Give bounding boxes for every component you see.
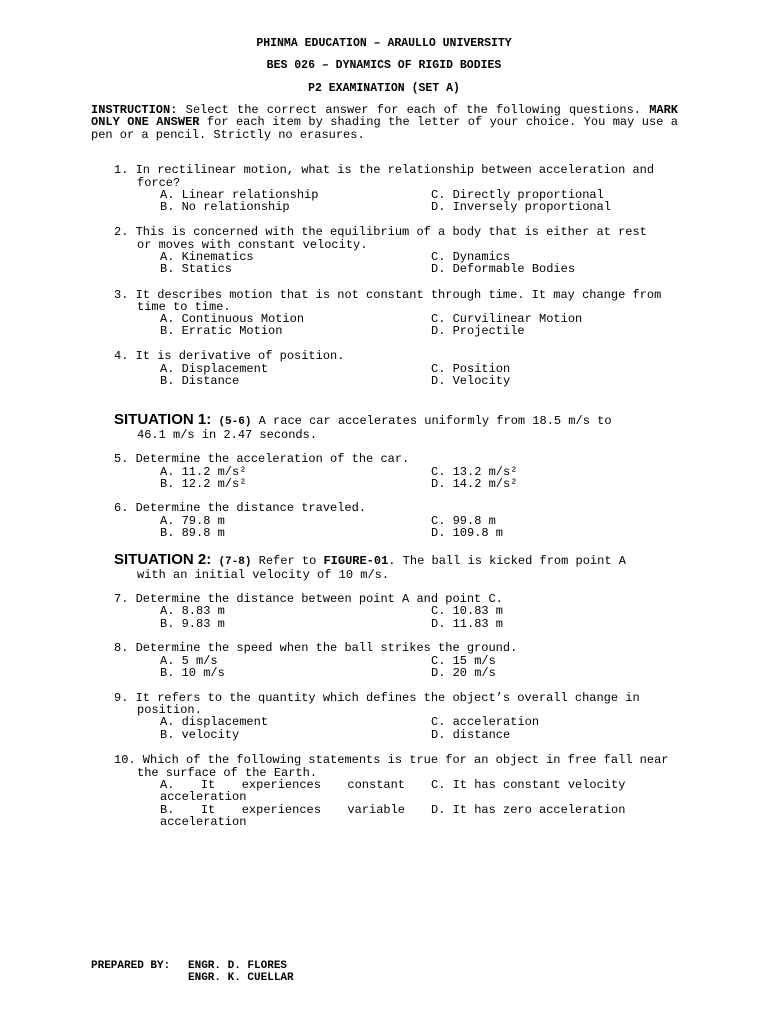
figure-reference: FIGURE-01: [323, 554, 389, 568]
exam-title: P2 EXAMINATION (SET A): [308, 82, 460, 95]
question-6-line-1: 6. Determine the distance traveled.: [114, 501, 367, 515]
instruction-text-2: for each item by shading the letter of your choice. You may use a pen or a pencil. Strictly no erasures.: [91, 115, 678, 142]
question-3-line-2: time to time.: [137, 300, 231, 314]
question-4-line-1: 4. It is derivative of position.: [114, 349, 345, 363]
question-9-choice-d: D. distance: [431, 728, 511, 742]
instruction-label: INSTRUCTION:: [91, 103, 178, 117]
prepared-by-label: PREPARED BY:: [91, 960, 171, 972]
question-2-choice-d: D. Deformable Bodies: [431, 262, 576, 276]
question-9-choice-a: A. displacement: [160, 715, 269, 729]
question-6-choice-a: A. 79.8 m: [160, 514, 225, 528]
situation-2-heading: SITUATION 2:: [114, 551, 212, 568]
question-2-choice-a: A. Kinematics: [160, 250, 254, 264]
instruction-emphasis: MARK ONLY ONE ANSWER: [91, 103, 678, 130]
question-10-line-1: 10. Which of the following statements is true for an object in free fall near: [114, 753, 669, 767]
question-2-choice-c: C. Dynamics: [431, 250, 511, 264]
question-10-choice-d: D. It has zero acceleration: [431, 803, 626, 817]
situation-1-heading: SITUATION 1:: [114, 411, 212, 428]
question-1-choice-c: C. Directly proportional: [431, 188, 604, 202]
question-4-choice-b: B. Distance: [160, 374, 240, 388]
question-1-choice-d: D. Inversely proportional: [431, 200, 612, 214]
question-6-choice-d: D. 109.8 m: [431, 526, 504, 540]
question-9-line-1: 9. It refers to the quantity which defines the object’s overall change in: [114, 691, 640, 705]
question-7-choice-d: D. 11.83 m: [431, 617, 504, 631]
question-10-choice-a: A. It experiences constant acceleration: [160, 778, 405, 805]
question-1-line-1: 1. In rectilinear motion, what is the relationship between acceleration and: [114, 163, 655, 177]
situation-2-range: (7-8): [218, 556, 252, 568]
question-6-choice-c: C. 99.8 m: [431, 514, 496, 528]
question-3-choice-c: C. Curvilinear Motion: [431, 312, 583, 326]
question-8-choice-c: C. 15 m/s: [431, 654, 496, 668]
question-2-line-2: or moves with constant velocity.: [137, 238, 368, 252]
preparer-name-1: ENGR. D. FLORES: [188, 960, 288, 972]
question-10-choice-c: C. It has constant velocity: [431, 778, 626, 792]
question-3-choice-a: A. Continuous Motion: [160, 312, 305, 326]
question-4-choice-a: A. Displacement: [160, 362, 269, 376]
question-8-choice-d: D. 20 m/s: [431, 666, 496, 680]
question-3-choice-b: B. Erratic Motion: [160, 324, 283, 338]
question-10-choice-b: B. It experiences variable acceleration: [160, 803, 405, 830]
question-7-choice-b: B. 9.83 m: [160, 617, 225, 631]
situation-1-line-2: 46.1 m/s in 2.47 seconds.: [137, 428, 318, 442]
preparer-name-2: ENGR. K. CUELLAR: [188, 972, 294, 984]
question-5-choice-a: A. 11.2 m/s²: [160, 465, 247, 479]
situation-1-text: A race car accelerates uniformly from 18.5 m/s to: [258, 414, 612, 428]
question-2-line-1: 2. This is concerned with the equilibrium of a body that is either at rest: [114, 225, 647, 239]
question-6-choice-b: B. 89.8 m: [160, 526, 225, 540]
question-9-line-2: position.: [137, 703, 202, 717]
question-8-line-1: 8. Determine the speed when the ball strikes the ground.: [114, 641, 518, 655]
situation-2-text-pre: Refer to: [258, 554, 324, 568]
question-7-line-1: 7. Determine the distance between point A and point C.: [114, 592, 503, 606]
question-5-choice-d: D. 14.2 m/s²: [431, 477, 518, 491]
question-4-choice-c: C. Position: [431, 362, 511, 376]
school-name: PHINMA EDUCATION – ARAULLO UNIVERSITY: [256, 37, 512, 50]
question-1-choice-a: A. Linear relationship: [160, 188, 319, 202]
question-8-choice-a: A. 5 m/s: [160, 654, 218, 668]
situation-2-line-2: with an initial velocity of 10 m/s.: [137, 568, 390, 582]
question-9-choice-c: C. acceleration: [431, 715, 540, 729]
question-9-choice-b: B. velocity: [160, 728, 240, 742]
situation-1-line-1: [114, 411, 678, 428]
question-7-choice-c: C. 10.83 m: [431, 604, 504, 618]
question-2-choice-b: B. Statics: [160, 262, 233, 276]
question-7-choice-a: A. 8.83 m: [160, 604, 225, 618]
question-8-choice-b: B. 10 m/s: [160, 666, 225, 680]
question-10-line-2: the surface of the Earth.: [137, 766, 318, 780]
instruction-text-1: Select the correct answer for each of the following questions.: [177, 103, 650, 117]
question-5-choice-c: C. 13.2 m/s²: [431, 465, 518, 479]
question-4-choice-d: D. Velocity: [431, 374, 511, 388]
question-1-line-2: force?: [137, 176, 181, 190]
question-3-line-1: 3. It describes motion that is not constant through time. It may change from: [114, 288, 662, 302]
instruction-paragraph: [91, 104, 678, 141]
question-3-choice-d: D. Projectile: [431, 324, 525, 338]
course-title: BES 026 – DYNAMICS OF RIGID BODIES: [266, 59, 502, 72]
question-5-choice-b: B. 12.2 m/s²: [160, 477, 247, 491]
situation-2-line-1: [114, 551, 678, 568]
question-1-choice-b: B. No relationship: [160, 200, 290, 214]
situation-1-range: (5-6): [218, 416, 252, 428]
question-5-line-1: 5. Determine the acceleration of the car.: [114, 452, 410, 466]
situation-2-text-post: . The ball is kicked from point A: [388, 554, 626, 568]
